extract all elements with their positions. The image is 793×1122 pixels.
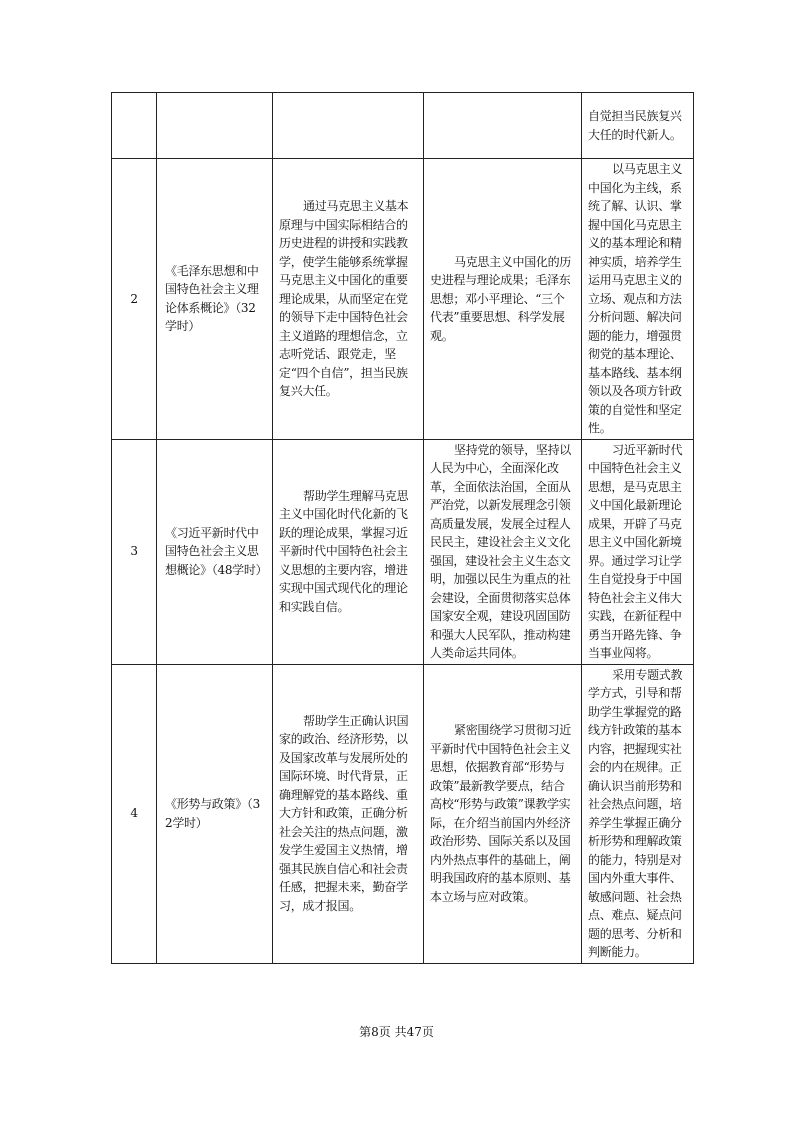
course-content-text: 坚持党的领导，坚持以人民为中心，全面深化改革，全面依法治国，全面从严治党，以新发展理念引领高质量发展，发展全过程人民民主，建设社会主义文化强国，建设社会主义生态文明，加强以民生为重点的社会建设，全面贯彻落实总体国家安全观，建设巩固国防和强大人民军队，推动构建人类命运共同体。 — [430, 442, 572, 660]
course-name: 《习近平新时代中国特色社会主义思想概论》（48学时） — [157, 439, 273, 664]
course-objective — [273, 93, 424, 159]
course-content — [424, 93, 582, 159]
row-number: 3 — [112, 439, 157, 664]
row-number — [112, 93, 157, 159]
course-objective — [273, 439, 424, 664]
course-objective-text: 通过马克思主义基本原理与中国实际相结合的历史进程的讲授和实践教学，使学生能够系统掌握马克思主义中国化的重要理论成果，从而坚定在党的领导下走中国特色社会主义道路的理想信念，立志听党话、跟党走，坚定“四个自信”，担当民族复兴大任。 — [279, 199, 409, 398]
course-name — [157, 93, 273, 159]
course-requirement-text: 采用专题式教学方式，引导和帮助学生掌握党的路线方针政策的基本内容，把握现实社会的内在规律。正确认识当前形势和社会热点问题，培养学生掌握正确分析形势和理解政策的能力，特别是对国内外重大事件、敏感问题、社会热点、难点、疑点问题的思考、分析和判断能力。 — [588, 667, 683, 959]
course-name: 《毛泽东思想和中国特色社会主义理论体系概论》（32学时） — [157, 159, 273, 440]
page-number: 第8页 共47页 — [359, 1025, 434, 1039]
course-objective — [273, 159, 424, 440]
course-content-text: 紧密围绕学习贯彻习近平新时代中国特色社会主义思想，依据教育部“形势与政策”最新教学要点，结合高校“形势与政策”课教学实际，在介绍当前国内外经济政治形势、国际关系以及国内外热点事件的基础上，阐明我国政府的基本原则、基本立场与应对政策。 — [430, 723, 572, 904]
row-number: 4 — [112, 664, 157, 963]
course-requirement-text: 以马克思主义中国化为主线，系统了解、认识、掌握中国化马克思主义的基本理论和精神实质，培养学生运用马克思主义的立场、观点和方法分析问题、解决问题的能力，增强贯彻党的基本理论、基本路线、基本纲领以及各项方针政策的自觉性和坚定性。 — [588, 162, 683, 435]
course-requirement-text: 习近平新时代中国特色社会主义思想，是马克思主义中国化最新理论成果，开辟了马克思主义中国化新境界。通过学习让学生自觉投身于中国特色社会主义伟大实践，在新征程中勇当开路先锋、争当事业闯将。 — [588, 442, 683, 660]
course-content-text: 马克思主义中国化的历史进程与理论成果；毛泽东思想；邓小平理论、“三个代表”重要思想、科学发展观。 — [430, 254, 572, 343]
course-objective-text: 帮助学生理解马克思主义中国化时代化新的飞跃的理论成果，掌握习近平新时代中国特色社会主义思想的主要内容，增进实现中国式现代化的理论和实践自信。 — [279, 488, 409, 614]
course-content — [424, 159, 582, 440]
table-row — [112, 439, 694, 664]
course-requirement: 自觉担当民族复兴大任的时代新人。 — [582, 93, 694, 159]
course-objective — [273, 664, 424, 963]
table-row — [112, 93, 694, 159]
course-content — [424, 664, 582, 963]
course-requirement — [582, 439, 694, 664]
course-table — [111, 92, 694, 964]
course-requirement — [582, 159, 694, 440]
table-row — [112, 664, 694, 963]
course-content — [424, 439, 582, 664]
course-name: 《形势与政策》（32学时） — [157, 664, 273, 963]
course-requirement — [582, 664, 694, 963]
table-row — [112, 159, 694, 440]
course-objective-text: 帮助学生正确认识国家的政治、经济形势，以及国家改革与发展所处的国际环境、时代背景，正确理解党的基本路线、重大方针和政策，正确分析社会关注的热点问题，激发学生爱国主义热情，增强其民族自信心和社会责任感，把握未来，勤奋学习，成才报国。 — [279, 713, 409, 913]
row-number: 2 — [112, 159, 157, 440]
